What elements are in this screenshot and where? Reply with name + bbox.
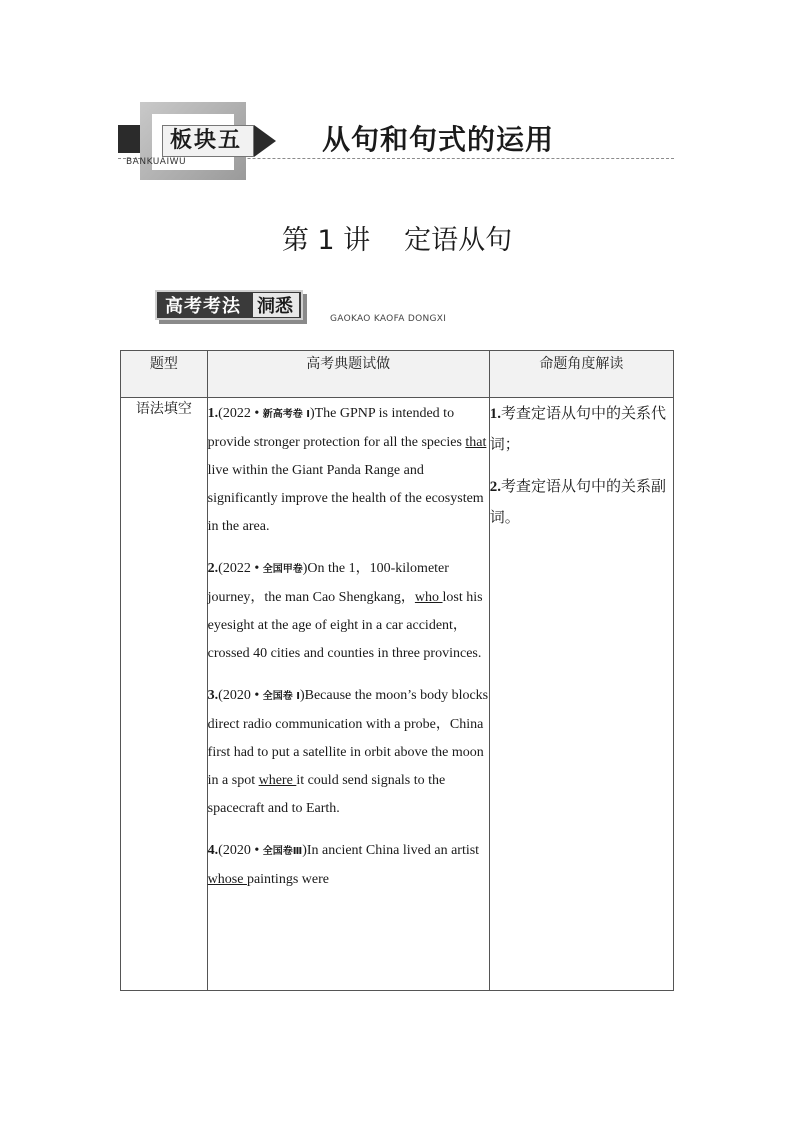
exam-source: 全国卷Ⅲ (262, 846, 303, 857)
header-angles: 命题角度解读 (489, 351, 673, 398)
answer-word: that (465, 435, 487, 450)
exam-item: 3.(2020 • 全国卷 Ⅰ)Because the moon’s body blocks direct radio communication with a probe，China first had to put a satellite in orbit above the moon in a spot where it could send signals to the spacecraft and to Earth. (207, 688, 489, 816)
table-header-row (121, 351, 674, 398)
exam-table (120, 350, 674, 991)
exam-item: 4.(2020 • 全国卷Ⅲ)In ancient China lived an artist whose paintings were (207, 843, 480, 887)
header-type: 题型 (121, 351, 208, 398)
exam-items (207, 398, 489, 991)
exam-source: 新高考卷 Ⅰ (262, 409, 310, 420)
exam-item: 1.(2022 • 新高考卷 Ⅰ)The GPNP is intended to provide stronger protection for all the species that live within the Giant Panda Range and significantly improve the health of the ecosystem in the area. (207, 406, 487, 534)
subsection-roman: GAOKAO KAOFA DONGXI (330, 314, 447, 324)
answer-word: whose (207, 872, 247, 887)
block-label: 板块五 (170, 128, 243, 153)
banner-arrow-icon (254, 125, 276, 157)
angle-analysis (489, 398, 673, 991)
section-banner (118, 98, 678, 190)
lecture-number: 第 1 讲 (281, 225, 371, 256)
block-roman: BANKUAIWU (126, 157, 187, 167)
lecture-title (0, 218, 794, 257)
angle-item: 2.考查定语从句中的关系副词。 (489, 477, 666, 526)
angle-item: 1.考查定语从句中的关系代词； (489, 404, 666, 453)
section-title: 从句和句式的运用 (322, 123, 555, 156)
subsection-label-accent: 洞悉 (257, 296, 293, 317)
answer-word: who (414, 590, 443, 605)
exam-source: 全国卷 Ⅰ (262, 691, 300, 702)
header-items: 高考典题试做 (207, 351, 489, 398)
lecture-topic: 定语从句 (404, 225, 513, 256)
subsection-banner (155, 290, 455, 330)
table-row (121, 398, 674, 991)
exam-source: 全国甲卷 (262, 564, 303, 575)
answer-word: where (258, 773, 297, 788)
subsection-label-main: 高考考法 (165, 296, 241, 317)
exam-item: 2.(2022 • 全国甲卷)On the 1，100-kilometer journey，the man Cao Shengkang，who lost his eyesight at the age of eight in a car accident，crossed 40 cities and counties in three provinces. (207, 561, 483, 661)
question-type: 语法填空 (121, 398, 208, 991)
